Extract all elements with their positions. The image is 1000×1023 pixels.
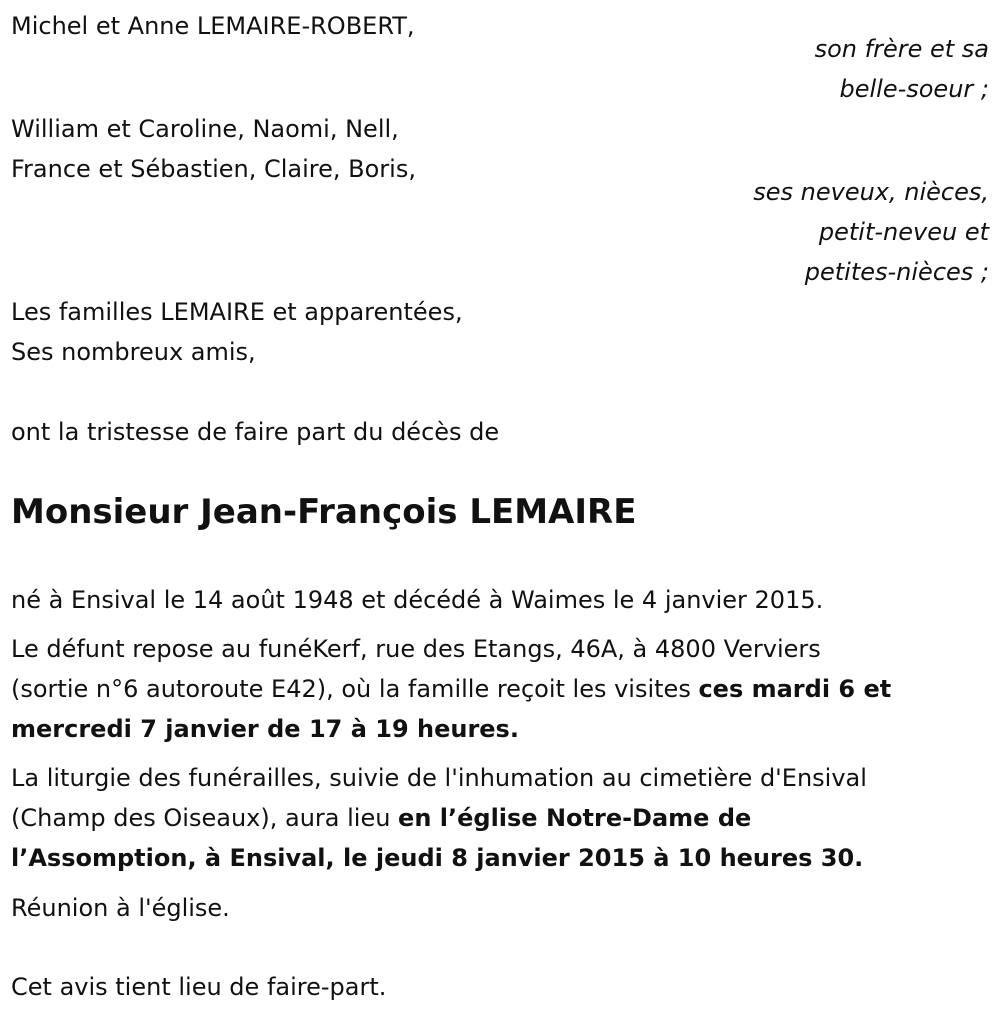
visitation-line-2-plain: (sortie n°6 autoroute E42), où la famille reçoit les visites — [11, 675, 699, 703]
intro-text: ont la tristesse de faire part du décès de — [11, 418, 500, 446]
visitation-line-2-bold: ces mardi 6 et — [698, 675, 892, 703]
visitation-line-3-bold: mercredi 7 janvier de 17 à 19 heures. — [11, 715, 519, 743]
funeral-line-1: La liturgie des funérailles, suivie de l'inhumation au cimetière d'Ensival — [11, 764, 867, 792]
visitation-line-2 — [11, 674, 891, 704]
funeral-line-3 — [11, 843, 863, 873]
nephews-role-3: petites-nièces ; — [804, 258, 989, 286]
funeral-line-2-plain: (Champ des Oiseaux), aura lieu — [11, 804, 399, 832]
others-line-2: Ses nombreux amis, — [11, 338, 256, 366]
nephews-line-2: France et Sébastien, Claire, Boris, — [11, 155, 416, 183]
deceased-name: Monsieur Jean-François LEMAIRE — [11, 492, 637, 532]
brother-role-2: belle-soeur ; — [839, 75, 989, 103]
nephews-role-1: ses neveux, nièces, — [753, 178, 989, 206]
funeral-line-2-bold: en l’église Notre-Dame de — [398, 804, 752, 832]
nephews-role-2: petit-neveu et — [818, 218, 989, 246]
brother-role-1: son frère et sa — [814, 35, 989, 63]
visitation-line-3 — [11, 714, 519, 744]
nephews-line-1: William et Caroline, Naomi, Nell, — [11, 115, 399, 143]
reunion-text: Réunion à l'église. — [11, 894, 230, 922]
closing-notice: Cet avis tient lieu de faire-part. — [11, 973, 387, 1001]
others-line-1: Les familles LEMAIRE et apparentées, — [11, 298, 463, 326]
visitation-line-1: Le défunt repose au funéKerf, rue des Etangs, 46A, à 4800 Verviers — [11, 635, 821, 663]
funeral-line-2 — [11, 803, 751, 833]
birth-death-text: né à Ensival le 14 août 1948 et décédé à Waimes le 4 janvier 2015. — [11, 586, 824, 614]
funeral-line-3-bold: l’Assomption, à Ensival, le jeudi 8 janvier 2015 à 10 heures 30. — [11, 844, 864, 872]
brother-line: Michel et Anne LEMAIRE-ROBERT, — [11, 12, 415, 40]
